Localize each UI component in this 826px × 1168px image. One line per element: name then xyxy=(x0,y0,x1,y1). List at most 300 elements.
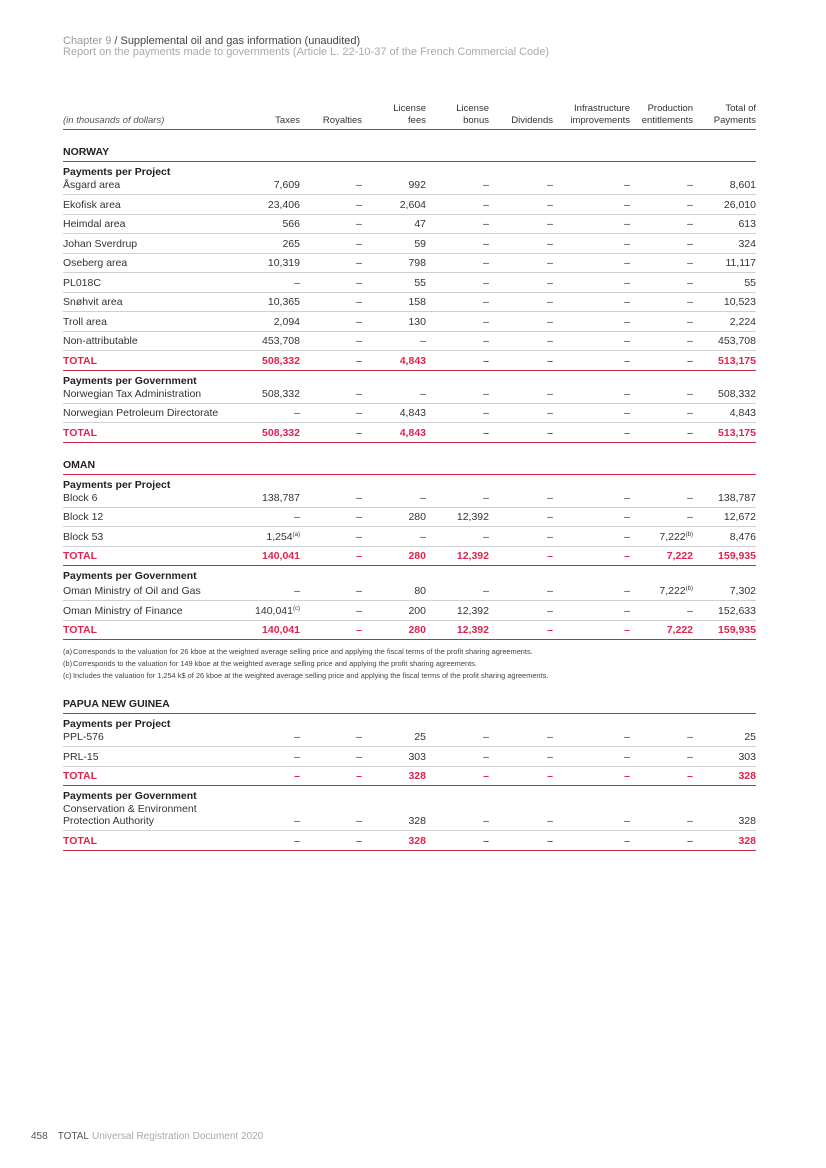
cell xyxy=(693,605,756,617)
cell-value: – xyxy=(294,750,300,763)
cell xyxy=(362,751,426,763)
cell xyxy=(300,751,362,763)
cell xyxy=(489,605,553,617)
cell xyxy=(300,550,362,562)
table-row xyxy=(63,332,756,352)
cell-value: 10,365 xyxy=(267,296,300,308)
cell-value: – xyxy=(483,387,489,400)
cell-value: – xyxy=(547,354,553,367)
cell xyxy=(630,316,693,328)
cell-value: 47 xyxy=(414,218,426,230)
table-row xyxy=(63,215,756,235)
column-header-line2: Dividends xyxy=(511,115,553,126)
cell-value: – xyxy=(483,530,489,543)
cell-value: 4,843 xyxy=(399,426,426,439)
cell-value: – xyxy=(687,491,693,504)
cell xyxy=(426,335,489,347)
cell xyxy=(630,751,693,763)
cell xyxy=(300,531,362,543)
cell xyxy=(693,731,756,743)
cell xyxy=(240,355,300,367)
cell-value: – xyxy=(356,198,362,211)
cell xyxy=(553,624,630,636)
chapter-title: / Supplemental oil and gas information (unaudited) xyxy=(111,35,361,47)
cell xyxy=(489,815,553,827)
column-header-line1: Infrastructure xyxy=(574,103,630,114)
cell-value: – xyxy=(356,335,362,347)
cell xyxy=(489,427,553,439)
cell xyxy=(553,815,630,827)
cell-value: – xyxy=(547,257,553,269)
cell xyxy=(553,407,630,419)
cell xyxy=(300,511,362,523)
table-row xyxy=(63,803,756,831)
cell-value: 328 xyxy=(408,815,426,827)
cell xyxy=(300,835,362,847)
cell-value: 328 xyxy=(738,834,756,847)
cell-value: – xyxy=(687,354,693,367)
row-label: Troll area xyxy=(63,315,107,328)
cell xyxy=(300,815,362,827)
cell-value: – xyxy=(624,257,630,269)
table-row xyxy=(63,195,756,215)
cell xyxy=(630,355,693,367)
cell-value: – xyxy=(483,750,489,763)
column-header-line1 xyxy=(300,103,362,115)
column-header xyxy=(489,103,553,127)
row-label: Johan Sverdrup xyxy=(63,237,138,250)
cell-value: 12,392 xyxy=(456,624,489,636)
cell xyxy=(630,731,693,743)
cell xyxy=(553,179,630,191)
footer-document-title: Universal Registration Document 2020 xyxy=(92,1131,264,1142)
cell-value: 2,604 xyxy=(399,198,426,211)
cell xyxy=(553,585,630,597)
cell xyxy=(489,388,553,400)
cell xyxy=(630,583,693,597)
cell xyxy=(426,218,489,230)
cell xyxy=(553,550,630,562)
country-heading: NORWAY xyxy=(63,143,756,162)
cell xyxy=(630,388,693,400)
cell-value: 7,222 xyxy=(659,530,686,543)
cell xyxy=(693,277,756,289)
column-header xyxy=(362,103,426,127)
cell-value: – xyxy=(420,491,426,504)
cell xyxy=(489,751,553,763)
footnotes xyxy=(63,646,756,682)
cell-value: – xyxy=(624,237,630,250)
cell-value: – xyxy=(624,218,630,230)
cell-value: 324 xyxy=(738,237,756,250)
cell-value: – xyxy=(547,218,553,230)
cell-value: – xyxy=(624,624,630,636)
row-label: TOTAL xyxy=(63,770,98,782)
cell xyxy=(426,296,489,308)
cell xyxy=(240,529,300,543)
table-row xyxy=(63,492,756,508)
cell-value: 4,843 xyxy=(399,407,426,419)
cell xyxy=(489,770,553,782)
group-heading: Payments per Government xyxy=(63,374,197,387)
cell xyxy=(426,605,489,617)
cell xyxy=(426,531,489,543)
cell-value: – xyxy=(483,198,489,211)
cell xyxy=(240,492,300,504)
column-header-line2: Royalties xyxy=(322,115,362,126)
cell xyxy=(240,815,300,827)
footnote xyxy=(63,658,756,670)
cell-value: – xyxy=(483,815,489,827)
cell xyxy=(489,277,553,289)
cell xyxy=(553,257,630,269)
cell-value: – xyxy=(687,407,693,419)
footnote xyxy=(63,646,756,658)
cell xyxy=(693,835,756,847)
cell xyxy=(426,199,489,211)
cell-value: 4,843 xyxy=(729,407,756,419)
cell xyxy=(553,388,630,400)
cell xyxy=(240,603,300,617)
cell xyxy=(426,257,489,269)
cell xyxy=(630,550,693,562)
cell xyxy=(362,511,426,523)
cell xyxy=(693,492,756,504)
cell-value: 159,935 xyxy=(718,550,756,562)
cell xyxy=(630,492,693,504)
cell xyxy=(630,257,693,269)
cell-value: – xyxy=(483,834,489,847)
cell xyxy=(489,199,553,211)
cell xyxy=(362,770,426,782)
cell-value: – xyxy=(483,770,489,782)
cell xyxy=(630,511,693,523)
cell-value: 55 xyxy=(744,276,756,289)
cell-value: – xyxy=(547,179,553,191)
footer-brand: TOTAL xyxy=(57,1131,89,1142)
row-label: Oman Ministry of Finance xyxy=(63,604,183,617)
footnote-key: (a) xyxy=(63,647,73,656)
cell-value: – xyxy=(356,750,362,763)
cell-value: 140,041 xyxy=(262,624,300,636)
column-header xyxy=(426,103,489,127)
cell-value: – xyxy=(547,834,553,847)
cell-value: 130 xyxy=(408,315,426,328)
cell xyxy=(300,257,362,269)
cell-value: – xyxy=(547,750,553,763)
cell-value: – xyxy=(356,815,362,827)
cell-value: – xyxy=(624,426,630,439)
cell xyxy=(553,770,630,782)
cell xyxy=(362,605,426,617)
cell-value: 7,222 xyxy=(659,585,686,597)
table-row xyxy=(63,234,756,254)
cell xyxy=(362,179,426,191)
cell-value: 11,117 xyxy=(725,257,756,269)
cell-value: – xyxy=(356,387,362,400)
cell xyxy=(240,585,300,597)
cell xyxy=(630,835,693,847)
cell-value: – xyxy=(687,815,693,827)
cell-value: 59 xyxy=(414,237,426,250)
cell-value: – xyxy=(687,276,693,289)
cell xyxy=(240,335,300,347)
cell-value: – xyxy=(356,407,362,419)
cell-value: – xyxy=(547,511,553,523)
table-row xyxy=(63,601,756,621)
cell xyxy=(693,296,756,308)
cell-value: 280 xyxy=(408,550,426,562)
cell-value: – xyxy=(483,491,489,504)
cell xyxy=(630,238,693,250)
cell-value: – xyxy=(547,198,553,211)
cell xyxy=(362,427,426,439)
cell-value: – xyxy=(547,624,553,636)
cell xyxy=(553,492,630,504)
column-header-line1: Production xyxy=(647,103,693,114)
cell-value: – xyxy=(547,815,553,827)
cell xyxy=(553,511,630,523)
row-label: Ekofisk area xyxy=(63,198,121,211)
cell xyxy=(693,179,756,191)
cell xyxy=(362,550,426,562)
column-header-row xyxy=(63,96,756,130)
cell xyxy=(630,199,693,211)
cell-value: 138,787 xyxy=(262,491,300,504)
cell xyxy=(553,605,630,617)
cell xyxy=(240,731,300,743)
cell-value: – xyxy=(547,387,553,400)
cell xyxy=(693,624,756,636)
cell-value: – xyxy=(624,550,630,562)
cell-value: – xyxy=(356,296,362,308)
cell xyxy=(693,316,756,328)
cell-value: – xyxy=(624,815,630,827)
cell-value: – xyxy=(547,731,553,743)
cell xyxy=(362,388,426,400)
cell xyxy=(362,407,426,419)
row-label: TOTAL xyxy=(63,624,98,636)
cell xyxy=(362,355,426,367)
cell-value: – xyxy=(356,585,362,597)
cell-value: 280 xyxy=(408,624,426,636)
cell-value: – xyxy=(356,834,362,847)
cell xyxy=(693,238,756,250)
table-row xyxy=(63,179,756,195)
cell-value: – xyxy=(356,731,362,743)
cell xyxy=(426,585,489,597)
table-row xyxy=(63,388,756,404)
cell xyxy=(489,238,553,250)
row-label: Block 6 xyxy=(63,491,98,504)
cell xyxy=(489,218,553,230)
cell-value: – xyxy=(687,604,693,617)
cell-value: 303 xyxy=(408,750,426,763)
cell-value: – xyxy=(547,550,553,562)
row-label: PPL-576 xyxy=(63,731,104,743)
cell xyxy=(300,624,362,636)
cell xyxy=(362,835,426,847)
cell-value: 453,708 xyxy=(718,335,756,347)
column-header xyxy=(240,103,300,127)
cell xyxy=(489,835,553,847)
cell-value: 10,523 xyxy=(723,296,756,308)
cell xyxy=(362,257,426,269)
row-label: TOTAL xyxy=(63,834,98,847)
cell xyxy=(489,335,553,347)
cell xyxy=(426,355,489,367)
cell xyxy=(240,238,300,250)
cell xyxy=(240,277,300,289)
group-heading: Payments per Project xyxy=(63,478,171,491)
cell-value: – xyxy=(624,834,630,847)
cell-value: 798 xyxy=(408,257,426,269)
cell-value: 8,476 xyxy=(729,530,756,543)
cell-value: – xyxy=(687,426,693,439)
cell-value: – xyxy=(687,731,693,743)
report-subtitle: Report on the payments made to governments (Article L. 22-10-37 of the French Commercial Code) xyxy=(63,46,550,58)
footnote xyxy=(63,670,756,682)
cell-value: – xyxy=(687,315,693,328)
cell-value: 12,392 xyxy=(456,604,489,617)
group-heading: Payments per Project xyxy=(63,718,171,730)
cell xyxy=(553,427,630,439)
cell xyxy=(693,770,756,782)
cell-value: – xyxy=(483,257,489,269)
cell-value: – xyxy=(624,335,630,347)
cell-value: 12,672 xyxy=(723,511,756,523)
cell-value: 508,332 xyxy=(262,354,300,367)
cell xyxy=(489,355,553,367)
cell xyxy=(362,531,426,543)
cell xyxy=(362,316,426,328)
row-label: Oman Ministry of Oil and Gas xyxy=(63,585,201,597)
cell xyxy=(553,199,630,211)
cell-value: – xyxy=(687,750,693,763)
cell xyxy=(489,585,553,597)
cell xyxy=(553,238,630,250)
cell-value: 138,787 xyxy=(718,491,756,504)
cell xyxy=(426,770,489,782)
payments-table xyxy=(63,96,756,851)
footnote-text: Corresponds to the valuation for 149 kboe at the weighted average selling price and applying the profit sharing agreements. xyxy=(73,659,477,668)
row-label: Snøhvit area xyxy=(63,296,123,308)
column-header-line2: Taxes xyxy=(275,115,300,126)
cell xyxy=(426,731,489,743)
cell-value: 303 xyxy=(738,750,756,763)
cell-value: – xyxy=(356,530,362,543)
table-row xyxy=(63,293,756,313)
cell xyxy=(426,388,489,400)
cell-value: 25 xyxy=(744,731,756,743)
column-header-line2: fees xyxy=(408,115,426,126)
cell-value: – xyxy=(624,315,630,328)
cell xyxy=(240,751,300,763)
cell-value: – xyxy=(687,257,693,269)
cell xyxy=(362,731,426,743)
cell-value: – xyxy=(624,511,630,523)
cell-value: 4,843 xyxy=(399,354,426,367)
cell-value: – xyxy=(547,407,553,419)
footnote-ref: (c) xyxy=(293,605,300,612)
cell-value: – xyxy=(624,491,630,504)
column-header xyxy=(630,103,693,127)
table-row xyxy=(63,254,756,274)
row-label: Norwegian Petroleum Directorate xyxy=(63,407,219,419)
cell-value: – xyxy=(294,834,300,847)
table-row xyxy=(63,747,756,767)
cell-value: – xyxy=(356,511,362,523)
cell-value: – xyxy=(547,530,553,543)
table-row xyxy=(63,508,756,528)
cell xyxy=(553,835,630,847)
cell xyxy=(300,605,362,617)
cell xyxy=(240,199,300,211)
cell-value: 566 xyxy=(282,218,300,230)
cell xyxy=(553,218,630,230)
cell xyxy=(240,550,300,562)
cell-value: 7,222 xyxy=(666,624,693,636)
cell-value: 7,609 xyxy=(273,179,300,191)
cell xyxy=(489,257,553,269)
cell-value: – xyxy=(483,179,489,191)
cell-value: – xyxy=(420,530,426,543)
cell-value: – xyxy=(294,585,300,597)
cell xyxy=(489,531,553,543)
cell xyxy=(240,624,300,636)
cell-value: – xyxy=(687,335,693,347)
cell-value: – xyxy=(687,198,693,211)
cell-value: 26,010 xyxy=(723,198,756,211)
column-header-line1: Total of xyxy=(725,103,756,114)
table-row xyxy=(63,273,756,293)
cell-value: – xyxy=(624,198,630,211)
cell-value: – xyxy=(687,296,693,308)
cell-value: – xyxy=(294,276,300,289)
cell-value: – xyxy=(356,179,362,191)
table-row xyxy=(63,731,756,747)
table-row xyxy=(63,404,756,424)
column-header-line2: Payments xyxy=(713,115,756,126)
total-row xyxy=(63,351,756,371)
cell xyxy=(693,407,756,419)
cell xyxy=(553,731,630,743)
table-row xyxy=(63,527,756,547)
cell xyxy=(630,296,693,308)
cell xyxy=(426,624,489,636)
cell-value: 12,392 xyxy=(456,511,489,523)
column-header-line2: entitlements xyxy=(641,115,693,126)
cell xyxy=(489,179,553,191)
cell-value: – xyxy=(356,276,362,289)
cell-value: – xyxy=(294,511,300,523)
cell xyxy=(553,296,630,308)
cell xyxy=(426,550,489,562)
cell-value: 508,332 xyxy=(262,426,300,439)
cell-value: 152,633 xyxy=(718,604,756,617)
cell xyxy=(300,388,362,400)
total-row xyxy=(63,547,756,567)
cell xyxy=(240,257,300,269)
cell xyxy=(693,257,756,269)
cell xyxy=(553,316,630,328)
column-header-line1: License xyxy=(456,103,489,114)
cell xyxy=(489,316,553,328)
cell xyxy=(300,218,362,230)
cell xyxy=(240,427,300,439)
cell xyxy=(426,427,489,439)
cell-value: 10,319 xyxy=(267,257,300,269)
